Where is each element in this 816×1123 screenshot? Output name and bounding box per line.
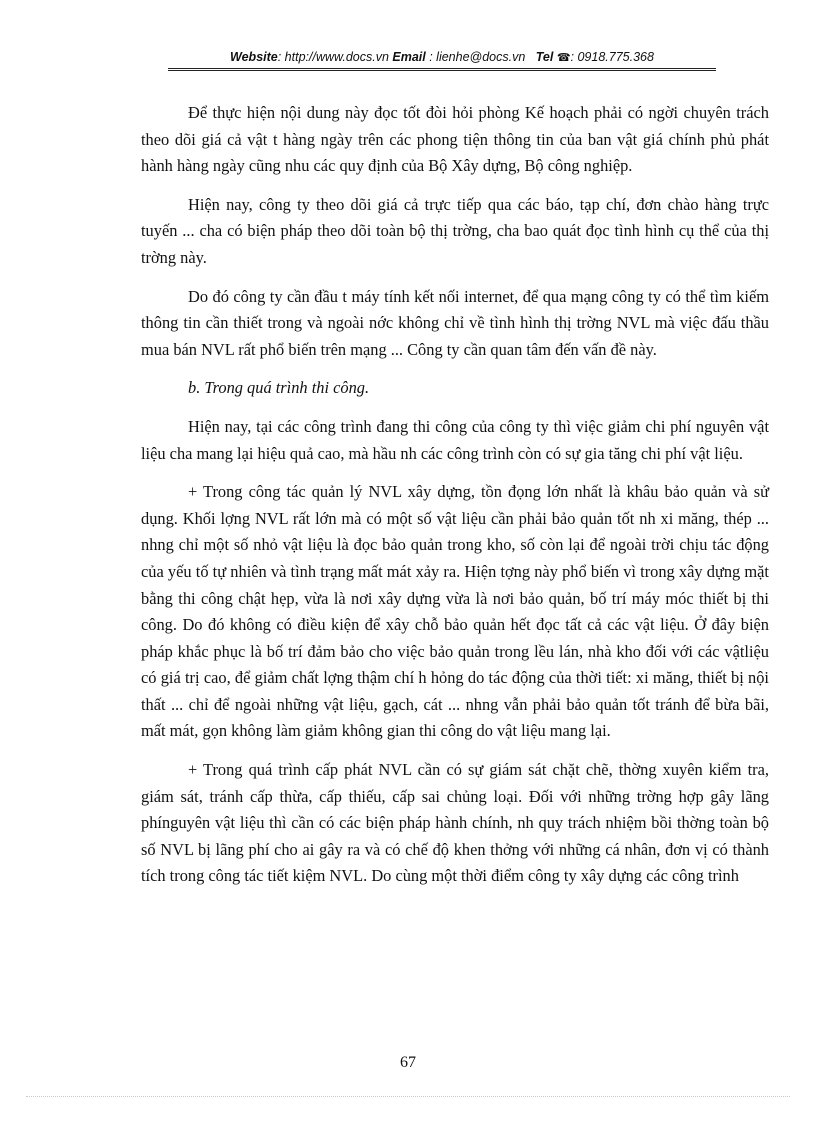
- phone-icon: ☎: [556, 52, 571, 64]
- paragraph-2: Hiện nay, công ty theo dõi giá cả trực tiếp qua các báo, tạp chí, đơn chào hàng trực tuyến ... cha có biện pháp theo dõi toàn bộ thị trờng, cha bao quát đọc tình hình cụ thể của thị trờng này.: [141, 194, 769, 267]
- section-heading: b. Trong quá trình thi công.: [188, 378, 370, 398]
- page-header: [168, 50, 716, 71]
- paragraph-3: Do đó công ty cần đầu t máy tính kết nối internet, để qua mạng công ty có thể tìm kiếm thông tin cần thiết trong và ngoài nớc không chỉ về tình hình thị trờng NVL mà việc đấu thầu mua bán NVL rất phổ biến trên mạng ... Công ty cần quan tâm đến vấn đề này.: [141, 286, 769, 359]
- page-bottom-border: [26, 1096, 790, 1097]
- website-label: Website: [230, 50, 278, 64]
- tel-number: : 0918.775.368: [570, 50, 654, 64]
- page-number: 67: [400, 1054, 416, 1071]
- email-label: Email: [392, 50, 426, 64]
- paragraph-4: Hiện nay, tại các công trình đang thi công của công ty thì việc giảm chi phí nguyên vật liệu cha mang lại hiệu quả cao, mà hầu nh các công trình còn có sự gia tăng chi phí vật liệu.: [141, 416, 769, 463]
- paragraph-6: + Trong quá trình cấp phát NVL cần có sự giám sát chặt chẽ, thờng xuyên kiểm tra, giám sát, tránh cấp thừa, cấp thiếu, cấp sai chủng loại. Đối với những trờng hợp gây lãng phínguyên vật liệu thì cần có các biện pháp hành chính, nh quy trách nhiệm bồi thờng toàn bộ số NVL bị lãng phí cho ai gây ra và có chế độ khen thởng với những cá nhân, đơn vị có thành tích trong công tác tiết kiệm NVL. Do cùng một thời điểm công ty xây dựng các công trình: [141, 760, 769, 886]
- paragraph-1: Để thực hiện nội dung này đọc tốt đòi hỏi phòng Kế hoạch phải có ngời chuyên trách theo dõi giá cả vật t hàng ngày trên các phong tiện thông tin của ban vật giá chính phủ phát hành hàng ngày cũng nhu các quy định của Bộ Xây dựng, Bộ công nghiệp.: [141, 103, 769, 176]
- email-address[interactable]: : lienhe@docs.vn: [425, 50, 526, 64]
- website-url[interactable]: : http://www.docs.vn: [277, 50, 389, 64]
- document-body: [141, 100, 769, 902]
- paragraph-5: + Trong công tác quản lý NVL xây dựng, tồn đọng lớn nhất là khâu bảo quản và sử dụng. Khối lợng NVL rất lớn mà có một số vật liệu cần phải bảo quản tốt nh xi măng, thép ... nhng chỉ một số nhỏ vật liệu là đọc bảo quản trong kho, số còn lại để ngoài trời chịu tác động của yếu tố tự nhiên và tình trạng mất mát xảy ra. Hiện tợng này phổ biến vì trong xây dựng mặt bằng thi công chật hẹp, vừa là nơi xây dựng vừa là nơi bảo quản, bố trí máy móc thiết bị thi công. Do đó không có điều kiện để xây chỗ bảo quản hết đọc tất cả các vật liệu. Ở đây biện pháp khắc phục là bố trí đảm bảo cho việc bảo quản trong lều lán, nhà kho đối với các vậtliệu có giá trị cao, để giảm chất lợng thậm chí h hỏng do tác động của thời tiết: xi măng, thiết bị nội thất ... chỉ để ngoài những vật liệu, gạch, cát ... nhng vẫn phải bảo quản tốt tránh để bừa bãi, mất mát, gọn không làm giảm không gian thi công do vật liệu mang lại.: [141, 482, 769, 741]
- tel-label: Tel: [535, 50, 554, 64]
